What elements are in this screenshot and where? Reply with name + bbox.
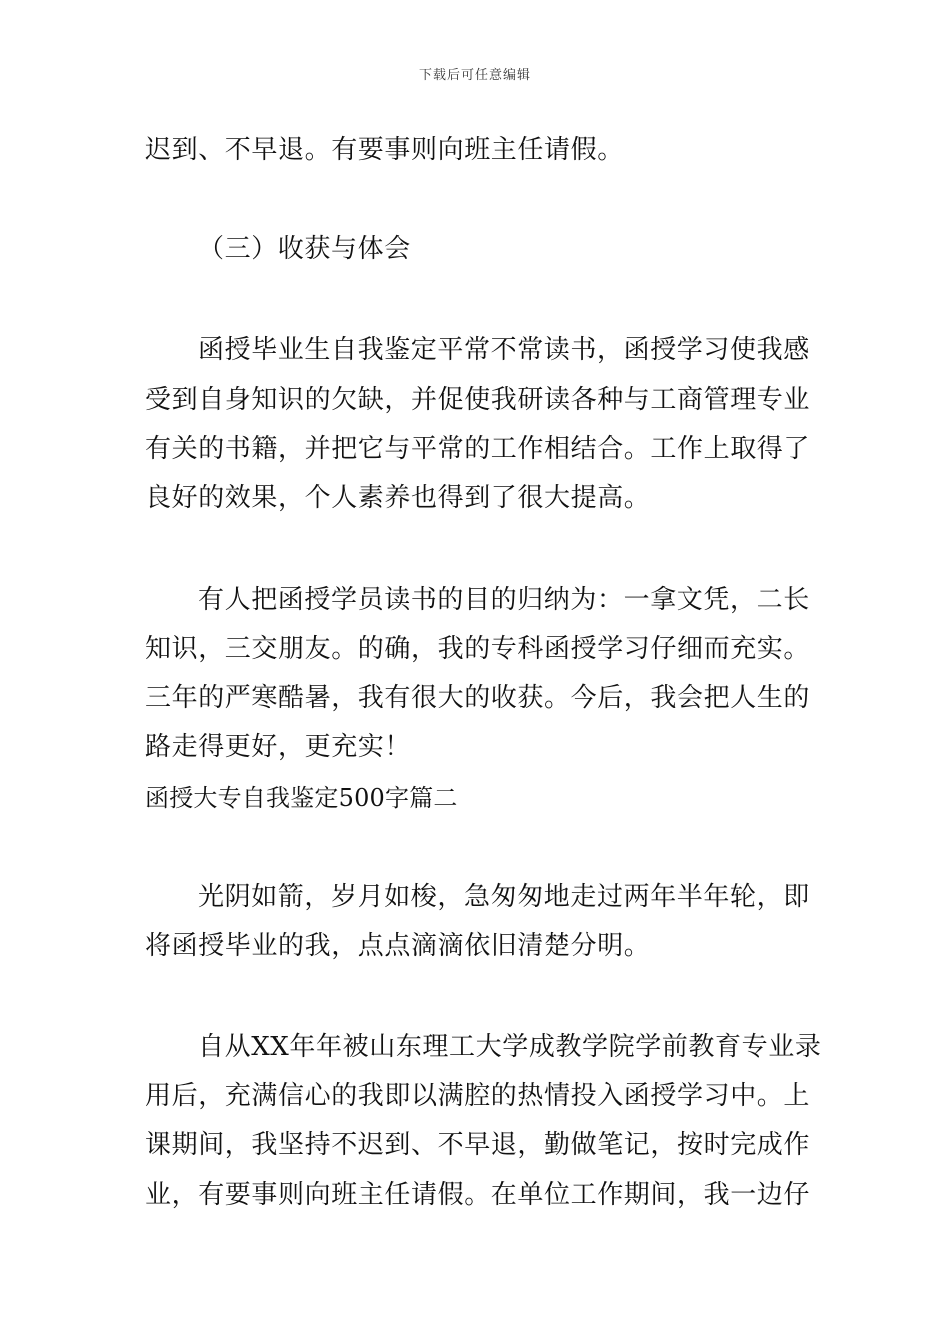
paragraph-line: 良好的效果，个人素养也得到了很大提高。 [145, 483, 651, 513]
paragraph-line: 知识，三交朋友。的确，我的专科函授学习仔细而充实。 [145, 634, 811, 664]
paragraph-line: 函授毕业生自我鉴定平常不常读书，函授学习使我感 [198, 335, 810, 365]
paragraph-line: 业，有要事则向班主任请假。在单位工作期间，我一边仔 [145, 1180, 811, 1210]
paragraph-line: 光阴如箭，岁月如梭，急匆匆地走过两年半年轮，即 [198, 882, 810, 912]
paragraph-line: 课期间，我坚持不迟到、不早退，勤做笔记，按时完成作 [145, 1130, 811, 1160]
section-title: （三）收获与体会 [198, 234, 411, 264]
paragraph-line: 迟到、不早退。有要事则向班主任请假。 [145, 135, 624, 165]
paragraph-line: 自从XX年年被山东理工大学成教学院学前教育专业录 [198, 1032, 822, 1062]
header-note: 下载后可任意编辑 [418, 68, 531, 83]
article-heading: 函授大专自我鉴定500字篇二 [145, 784, 458, 812]
paragraph-line: 受到自身知识的欠缺，并促使我研读各种与工商管理专业 [145, 385, 811, 415]
paragraph-line: 将函授毕业的我，点点滴滴依旧清楚分明。 [145, 931, 651, 961]
paragraph-line: 三年的严寒酷暑，我有很大的收获。今后，我会把人生的 [145, 683, 811, 713]
paragraph-line: 有关的书籍，并把它与平常的工作相结合。工作上取得了 [145, 434, 811, 464]
paragraph-line: 用后，充满信心的我即以满腔的热情投入函授学习中。上 [145, 1081, 811, 1111]
paragraph-line: 有人把函授学员读书的目的归纳为：一拿文凭，二长 [198, 585, 810, 615]
paragraph-line: 路走得更好，更充实！ [145, 732, 412, 762]
